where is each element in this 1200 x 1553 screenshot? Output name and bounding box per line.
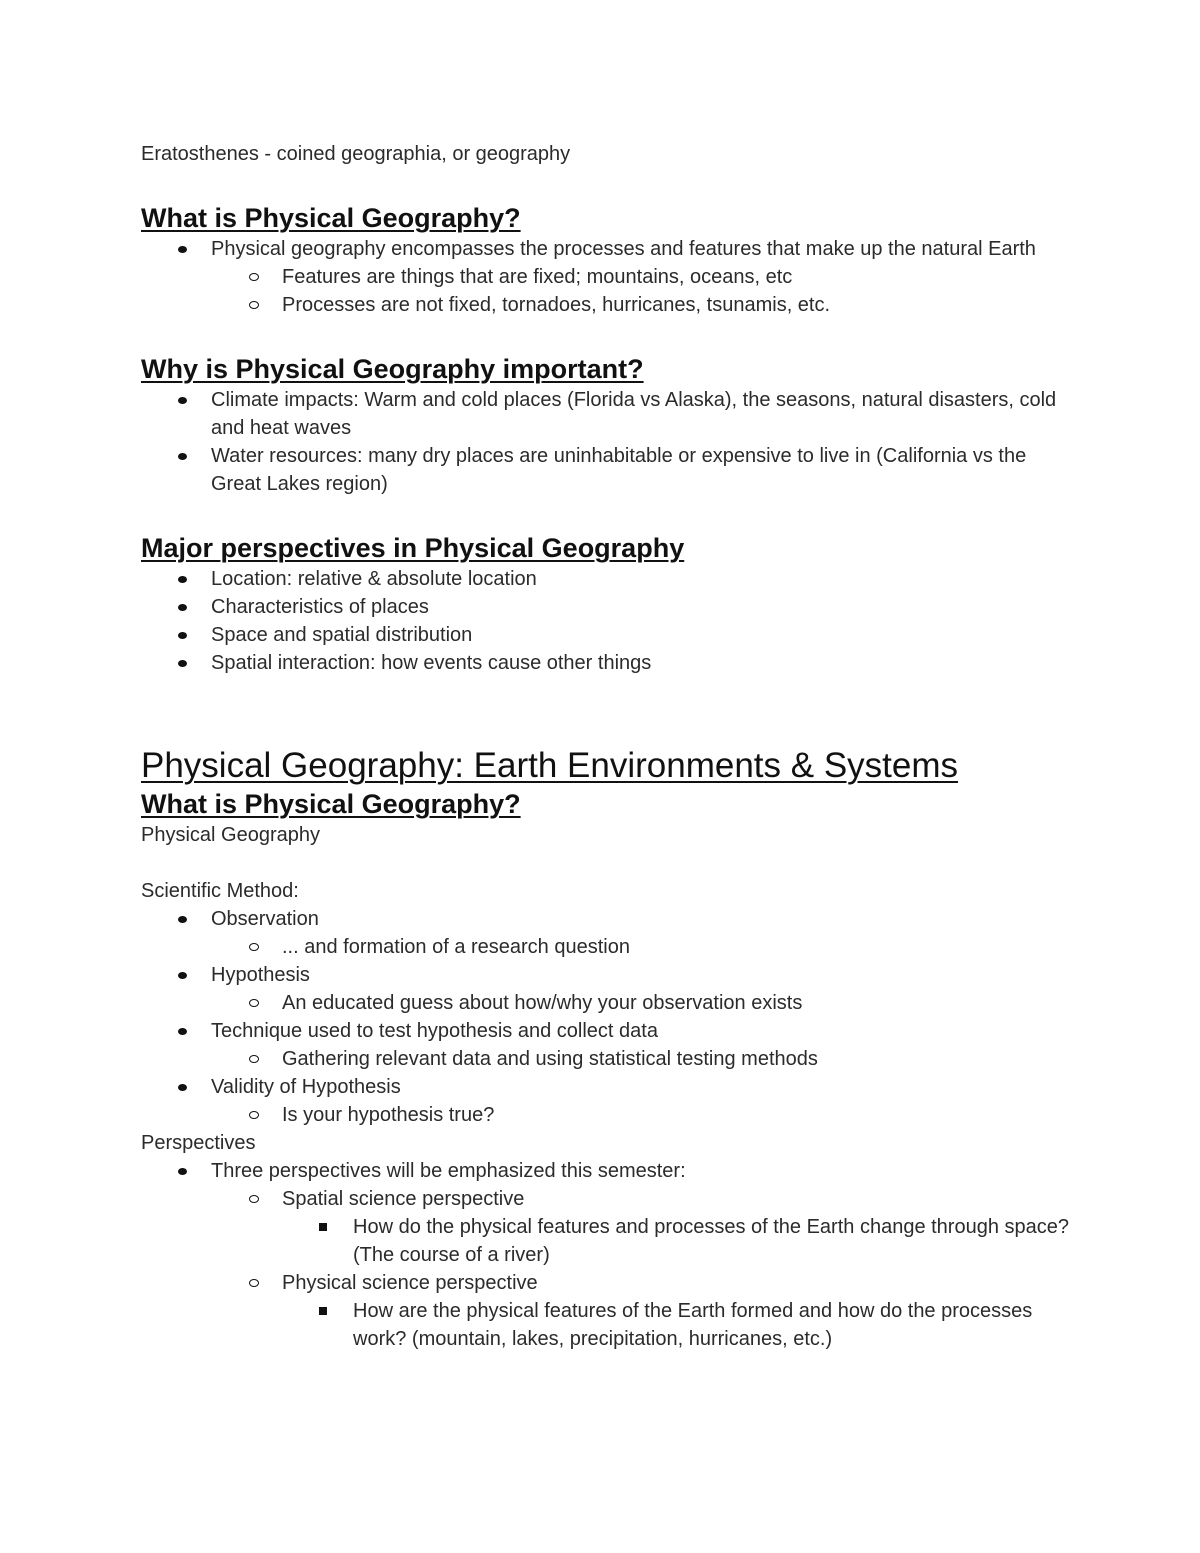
- section-heading-why-important: Why is Physical Geography important?: [141, 354, 644, 384]
- bullet-dot-icon: [178, 1073, 187, 1101]
- section4-text: Physical Geography: [141, 824, 320, 846]
- list-item: Physical geography encompasses the processes and features that make up the natural Earth: [141, 235, 1071, 263]
- list-item: Space and spatial distribution: [141, 621, 1071, 649]
- list-item: How are the physical features of the Earth formed and how do the processes work? (mountain, lakes, precipitation, hurricanes, etc.): [141, 1297, 1071, 1353]
- bullet-circle-icon: [249, 1185, 259, 1213]
- bullet-circle-icon: [249, 263, 259, 291]
- bullet-dot-icon: [178, 1017, 187, 1045]
- section3-list: [141, 565, 1071, 677]
- bullet-circle-icon: [249, 933, 259, 961]
- bullet-dot-icon: [178, 905, 187, 933]
- bullet-dot-icon: [178, 649, 187, 677]
- list-item: Climate impacts: Warm and cold places (Florida vs Alaska), the seasons, natural disasters, cold and heat waves: [141, 386, 1071, 442]
- perspectives-label: Perspectives: [141, 1132, 256, 1154]
- bullet-dot-icon: [178, 565, 187, 593]
- list-item: Location: relative & absolute location: [141, 565, 1071, 593]
- list-item: ... and formation of a research question: [141, 933, 1071, 961]
- bullet-circle-icon: [249, 1045, 259, 1073]
- bullet-circle-icon: [249, 1269, 259, 1297]
- list-item: Spatial science perspective: [141, 1185, 1071, 1213]
- perspectives-list: [141, 1157, 1071, 1353]
- list-item: How do the physical features and processes of the Earth change through space? (The course of a river): [141, 1213, 1071, 1269]
- bullet-circle-icon: [249, 291, 259, 319]
- list-item: Gathering relevant data and using statistical testing methods: [141, 1045, 1071, 1073]
- bullet-dot-icon: [178, 961, 187, 989]
- list-item: Processes are not fixed, tornadoes, hurricanes, tsunamis, etc.: [141, 291, 1071, 319]
- list-item: Hypothesis: [141, 961, 1071, 989]
- list-item: Observation: [141, 905, 1071, 933]
- bullet-circle-icon: [249, 989, 259, 1017]
- list-item: Validity of Hypothesis: [141, 1073, 1071, 1101]
- intro-text: Eratosthenes - coined geographia, or geography: [141, 143, 571, 165]
- bullet-dot-icon: [178, 593, 187, 621]
- section-heading-major-perspectives: Major perspectives in Physical Geography: [141, 533, 685, 563]
- bullet-square-icon: [319, 1213, 327, 1241]
- document-page: [141, 140, 1071, 1353]
- document-title: Physical Geography: Earth Environments & Systems: [141, 746, 959, 785]
- list-item: Features are things that are fixed; mountains, oceans, etc: [141, 263, 1071, 291]
- bullet-dot-icon: [178, 621, 187, 649]
- scientific-method-list: [141, 905, 1071, 1129]
- list-item: Is your hypothesis true?: [141, 1101, 1071, 1129]
- list-item: An educated guess about how/why your observation exists: [141, 989, 1071, 1017]
- section-heading-what-is: What is Physical Geography?: [141, 203, 521, 233]
- section2-list: [141, 386, 1071, 498]
- list-item: Physical science perspective: [141, 1269, 1071, 1297]
- bullet-square-icon: [319, 1297, 327, 1325]
- bullet-dot-icon: [178, 235, 187, 263]
- bullet-dot-icon: [178, 442, 187, 470]
- list-item: Characteristics of places: [141, 593, 1071, 621]
- bullet-dot-icon: [178, 386, 187, 414]
- bullet-circle-icon: [249, 1101, 259, 1129]
- bullet-dot-icon: [178, 1157, 187, 1185]
- section-heading-what-is-2: What is Physical Geography?: [141, 789, 521, 819]
- scientific-method-label: Scientific Method:: [141, 880, 299, 902]
- list-item: Technique used to test hypothesis and collect data: [141, 1017, 1071, 1045]
- list-item: Spatial interaction: how events cause other things: [141, 649, 1071, 677]
- list-item: Three perspectives will be emphasized this semester:: [141, 1157, 1071, 1185]
- section1-list: [141, 235, 1071, 319]
- list-item: Water resources: many dry places are uninhabitable or expensive to live in (California vs the Great Lakes region): [141, 442, 1071, 498]
